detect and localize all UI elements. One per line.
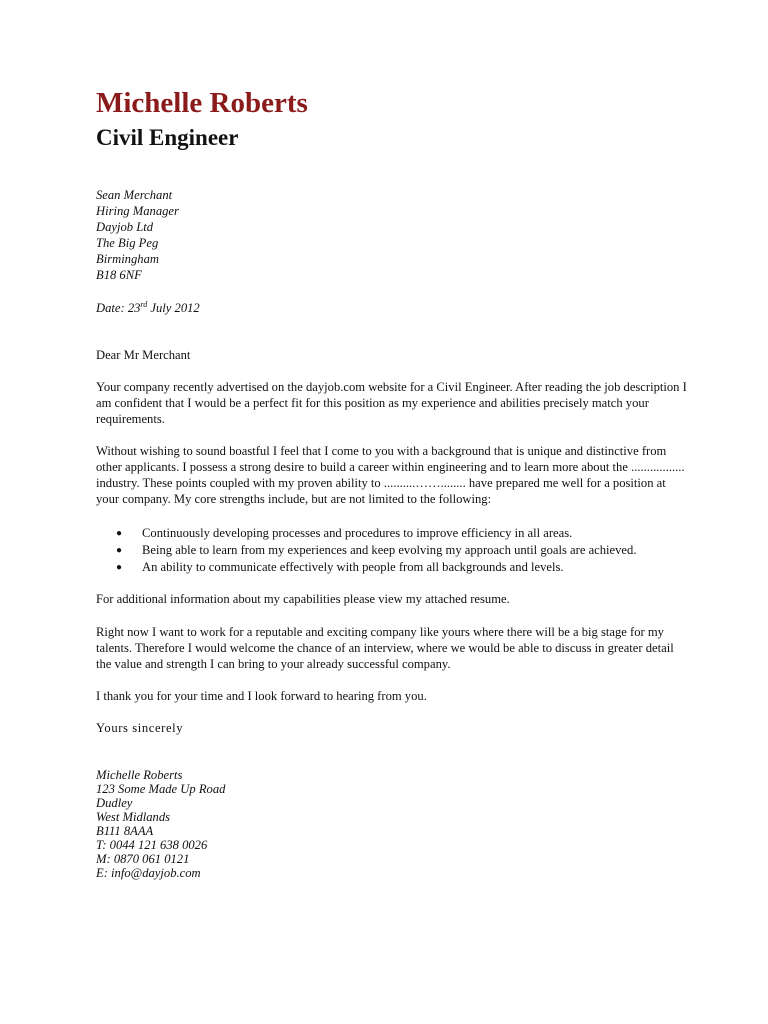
date-ordinal: rd	[140, 299, 148, 309]
list-item	[96, 559, 688, 576]
sender-signature-block	[96, 768, 688, 880]
list-item	[96, 542, 688, 559]
recipient-line: Dayjob Ltd	[96, 220, 154, 234]
signature-line: M: 0870 061 0121	[96, 852, 190, 866]
paragraph-intro: Your company recently advertised on the dayjob.com website for a Civil Engineer. After reading the job description I am confident that I would be a perfect fit for this position as my experience and abilities precisely match your requirements.	[96, 380, 687, 426]
applicant-name: Michelle Roberts	[96, 87, 308, 119]
paragraph-background: Without wishing to sound boastful I feel that I come to you with a background that is unique and distinctive from other applicants. I possess a strong desire to build a career within engineering and to learn more about the ................. industry. These points coupled with my proven ability to ..........……........ have prepared me well for a position at your company. My core strengths include, but are not limited to the following:	[96, 444, 685, 506]
salutation: Dear Mr Merchant	[96, 348, 191, 362]
recipient-line: B18 6NF	[96, 268, 142, 282]
recipient-line: Birmingham	[96, 252, 159, 266]
date-prefix: Date: 23	[96, 301, 141, 315]
bullet-icon: ●	[116, 528, 123, 539]
list-item	[96, 525, 688, 542]
recipient-line: Hiring Manager	[96, 204, 179, 218]
signature-line: 123 Some Made Up Road	[96, 782, 226, 796]
recipient-address	[96, 187, 688, 283]
strengths-list	[96, 525, 688, 576]
paragraph-resume: For additional information about my capabilities please view my attached resume.	[96, 592, 510, 606]
recipient-line: The Big Peg	[96, 236, 159, 250]
recipient-line: Sean Merchant	[96, 188, 173, 202]
list-item-text: Continuously developing processes and procedures to improve efficiency in all areas.	[142, 526, 573, 540]
letter-date	[96, 300, 688, 316]
paragraph-thanks: I thank you for your time and I look forward to hearing from you.	[96, 689, 427, 703]
signature-line: E: info@dayjob.com	[96, 866, 201, 880]
date-rest: July 2012	[147, 301, 200, 315]
closing: Yours sincerely	[96, 721, 184, 735]
bullet-icon: ●	[116, 545, 123, 556]
bullet-icon: ●	[116, 562, 123, 573]
list-item-text: Being able to learn from my experiences and keep evolving my approach until goals are achieved.	[142, 543, 637, 557]
signature-line: West Midlands	[96, 810, 171, 824]
signature-line: B111 8AAA	[96, 824, 154, 838]
list-item-text: An ability to communicate effectively with people from all backgrounds and levels.	[142, 560, 564, 574]
signature-line: T: 0044 121 638 0026	[96, 838, 208, 852]
paragraph-interview: Right now I want to work for a reputable and exciting company like yours where there will be a big stage for my talents. Therefore I would welcome the chance of an interview, where we would be able to discuss in greater detail the value and strength I can bring to your already successful company.	[96, 625, 674, 671]
signature-line: Dudley	[96, 796, 133, 810]
job-title: Civil Engineer	[96, 125, 239, 150]
signature-line: Michelle Roberts	[96, 768, 183, 782]
